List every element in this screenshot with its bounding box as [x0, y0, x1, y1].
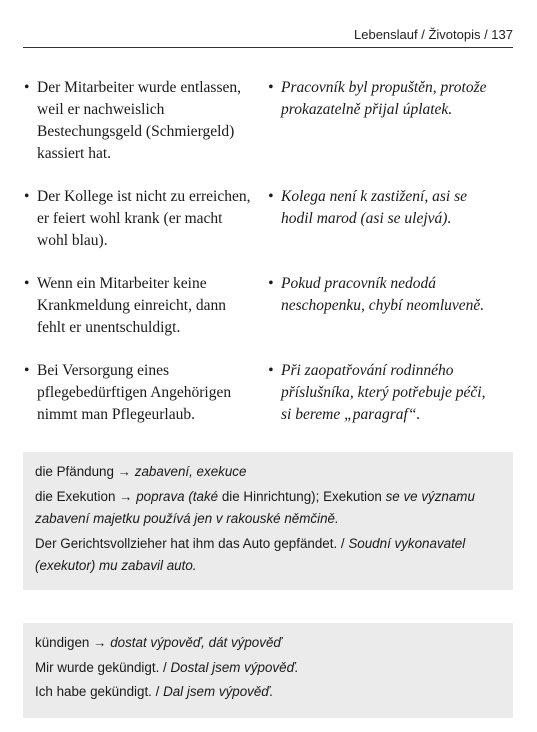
page-header: Lebenslauf / Životopis / 137	[354, 27, 513, 42]
bullet-icon: •	[24, 362, 30, 379]
czech-phrase: • Pokud pracovník nedodá neschopenku, chybí neomluveně.	[268, 275, 485, 314]
bullet-icon: •	[268, 362, 274, 379]
bullet-icon: •	[268, 79, 274, 96]
note-box-pfaendung	[23, 452, 513, 590]
czech-phrase: • Kolega není k zastižení, asi se hodil marod (asi se ulejvá).	[268, 188, 467, 227]
header-rule	[23, 47, 513, 48]
note-line: Der Gerichtsvollzieher hat ihm das Auto gepfändet. / Soudní vykonavatel (exekutor) mu zabavil auto.	[35, 535, 466, 573]
german-phrase: • Der Mitarbeiter wurde entlassen, weil er nachweislich Bestechungsgeld (Schmiergeld) kassiert hat.	[24, 79, 242, 162]
bullet-icon: •	[24, 188, 30, 205]
phrase-list	[0, 77, 537, 447]
bullet-icon: •	[24, 79, 30, 96]
phrase-pair	[0, 186, 537, 252]
bullet-icon: •	[24, 275, 30, 292]
note-line: kündigen → dostat výpověď, dát výpověď	[35, 635, 282, 650]
note-line: Ich habe gekündigt. / Dal jsem výpověď.	[35, 684, 274, 699]
czech-phrase: • Při zaopatřování rodinného příslušníka, který potřebuje péči, si bereme „paragraf“.	[268, 362, 486, 423]
bullet-icon: •	[268, 275, 274, 292]
german-phrase: • Der Kollege ist nicht zu erreichen, er feiert wohl krank (er macht wohl blau).	[24, 188, 251, 249]
bullet-icon: •	[268, 188, 274, 205]
phrase-pair	[0, 77, 537, 165]
phrase-pair	[0, 273, 537, 339]
note-line: Mir wurde gekündigt. / Dostal jsem výpověď.	[35, 659, 299, 675]
note-line: die Exekution → poprava (také die Hinrichtung); Exekution se ve významu zabavení majetku používá jen v rakouské němčině.	[35, 488, 475, 526]
german-phrase: • Wenn ein Mitarbeiter keine Krankmeldung einreicht, dann fehlt er unentschuldigt.	[24, 275, 226, 336]
czech-phrase: • Pracovník byl propuštěn, protože prokazatelně přijal úplatek.	[268, 79, 487, 118]
phrase-pair	[0, 360, 537, 426]
note-box-kuendigen	[23, 623, 513, 718]
note-line: die Pfändung → zabavení, exekuce	[35, 464, 247, 479]
german-phrase: • Bei Versorgung eines pflegebedürftigen Angehörigen nimmt man Pflegeurlaub.	[24, 362, 232, 423]
